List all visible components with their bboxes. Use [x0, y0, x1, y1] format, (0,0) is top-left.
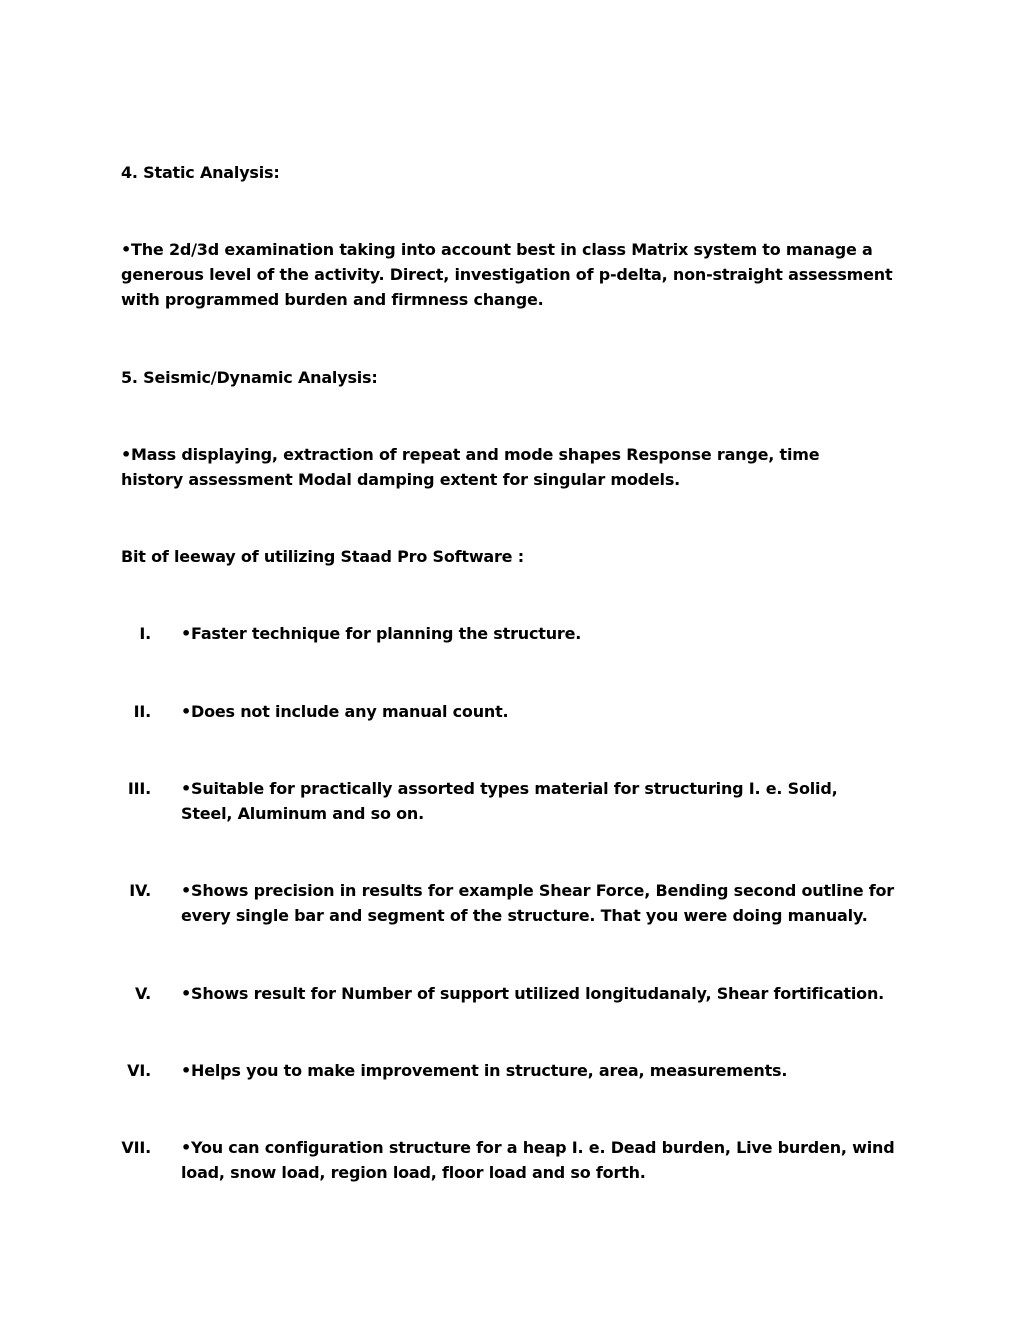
section-heading-advantages: Bit of leeway of utilizing Staad Pro Software :: [121, 547, 524, 566]
list-item-text: •You can configuration structure for a heap I. e. Dead burden, Live burden, wind load, snow load, region load, floor load and so forth.: [181, 1138, 895, 1182]
static-analysis-paragraph: •The 2d/3d examination taking into account best in class Matrix system to manage a generous level of the activity. Direct, investigation of p-delta, non-straight assessment with programmed burden and firmness change.: [121, 240, 893, 309]
list-item-text: •Helps you to make improvement in structure, area, measurements.: [181, 1061, 788, 1080]
list-numeral: V.: [135, 984, 151, 1003]
list-numeral: III.: [127, 779, 151, 798]
seismic-analysis-paragraph: •Mass displaying, extraction of repeat and mode shapes Response range, time history assessment Modal damping extent for singular models.: [121, 445, 820, 489]
list-numeral: II.: [133, 702, 151, 721]
list-numeral: VI.: [127, 1061, 151, 1080]
list-numeral: VII.: [121, 1138, 151, 1157]
section-heading-static-analysis: 4. Static Analysis:: [121, 163, 280, 182]
section-heading-seismic-analysis: 5. Seismic/Dynamic Analysis:: [121, 368, 378, 387]
list-item-text: •Shows result for Number of support utilized longitudanaly, Shear fortification.: [181, 984, 885, 1003]
list-item-text: •Does not include any manual count.: [181, 702, 509, 721]
list-numeral: IV.: [129, 881, 151, 900]
list-numeral: I.: [139, 624, 151, 643]
list-item-text: •Faster technique for planning the structure.: [181, 624, 582, 643]
list-item-text: •Shows precision in results for example Shear Force, Bending second outline for every single bar and segment of the structure. That you were doing manualy.: [181, 881, 894, 925]
list-item-text: •Suitable for practically assorted types material for structuring I. e. Solid, Steel, Aluminum and so on.: [181, 779, 838, 823]
